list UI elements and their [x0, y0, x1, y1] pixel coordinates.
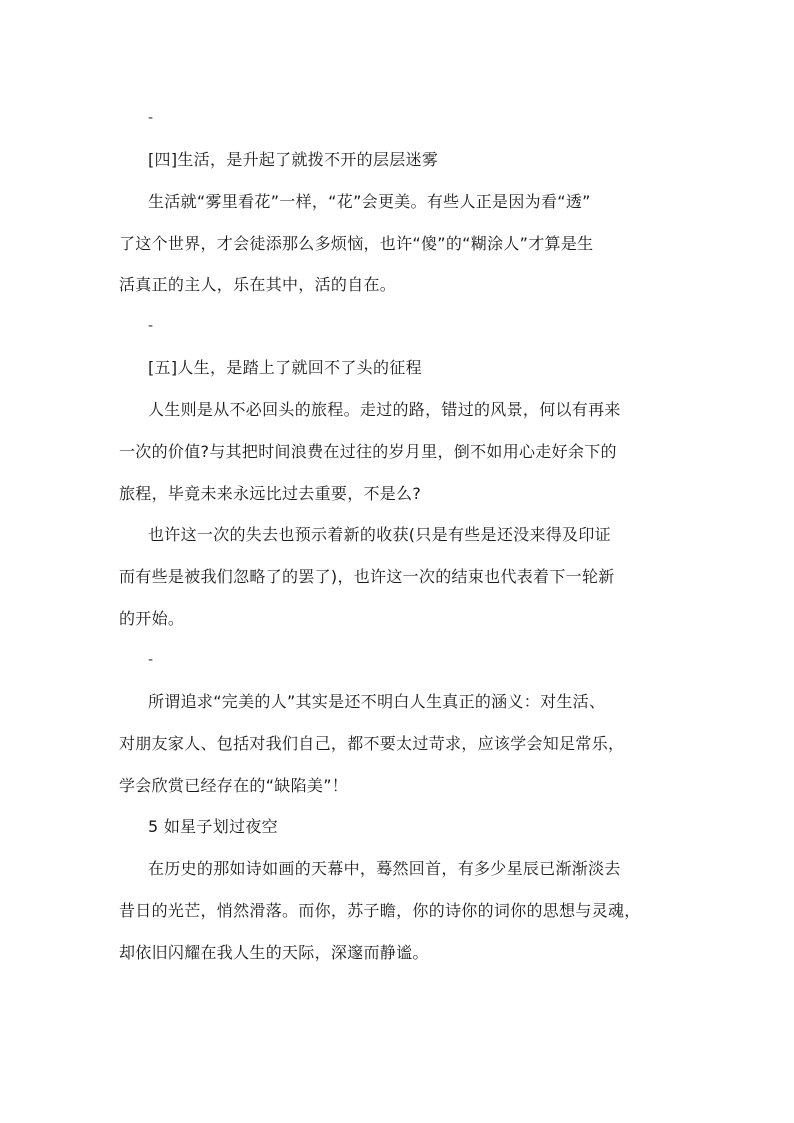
- paragraph-line: 活真正的主人，乐在其中，活的自在。: [119, 275, 397, 294]
- paragraph-line: 而有些是被我们忽略了的罢了)，也许这一次的结束也代表着下一轮新: [119, 567, 615, 586]
- paragraph-line: 却依旧闪耀在我人生的天际，深邃而静谧。: [119, 943, 429, 962]
- paragraph-line: 的开始。: [119, 609, 185, 628]
- paragraph-line: 对朋友家人、包括对我们自己，都不要太过苛求，应该学会知足常乐，: [119, 734, 625, 753]
- separator-dash: -: [148, 110, 154, 126]
- paragraph-line: 所谓追求“完美的人”其实是还不明白人生真正的涵义：对生活、: [148, 692, 606, 711]
- paragraph-line: 在历史的那如诗如画的天幕中，蓦然回首，有多少星辰已渐渐淡去: [148, 859, 621, 878]
- paragraph-line: 了这个世界，才会徒添那么多烦恼，也许“傻”的“糊涂人”才算是生: [119, 234, 594, 253]
- paragraph-line: 也许这一次的失去也预示着新的收获(只是有些是还没来得及印证: [148, 525, 611, 544]
- separator-dash: -: [148, 652, 154, 668]
- separator-dash: -: [148, 318, 154, 334]
- paragraph-line: 一次的价值?与其把时间浪费在过往的岁月里，倒不如用心走好余下的: [119, 442, 617, 461]
- paragraph-line: 人生则是从不必回头的旅程。走过的路，错过的风景，何以有再来: [148, 400, 621, 419]
- paragraph-line: 昔日的光芒，悄然滑落。而你，苏子瞻，你的诗你的词你的思想与灵魂，: [119, 901, 641, 920]
- section-heading: [五]人生，是踏上了就回不了头的征程: [148, 358, 422, 377]
- article-title: 5 如星子划过夜空: [148, 817, 278, 836]
- section-heading: [四]生活，是升起了就拨不开的层层迷雾: [148, 150, 439, 169]
- paragraph-line: 学会欣赏已经存在的“缺陷美”！: [119, 776, 349, 795]
- paragraph-line: 旅程，毕竟未来永远比过去重要，不是么?: [119, 484, 422, 503]
- paragraph-line: 生活就“雾里看花”一样，“花”会更美。有些人正是因为看“透”: [148, 192, 591, 211]
